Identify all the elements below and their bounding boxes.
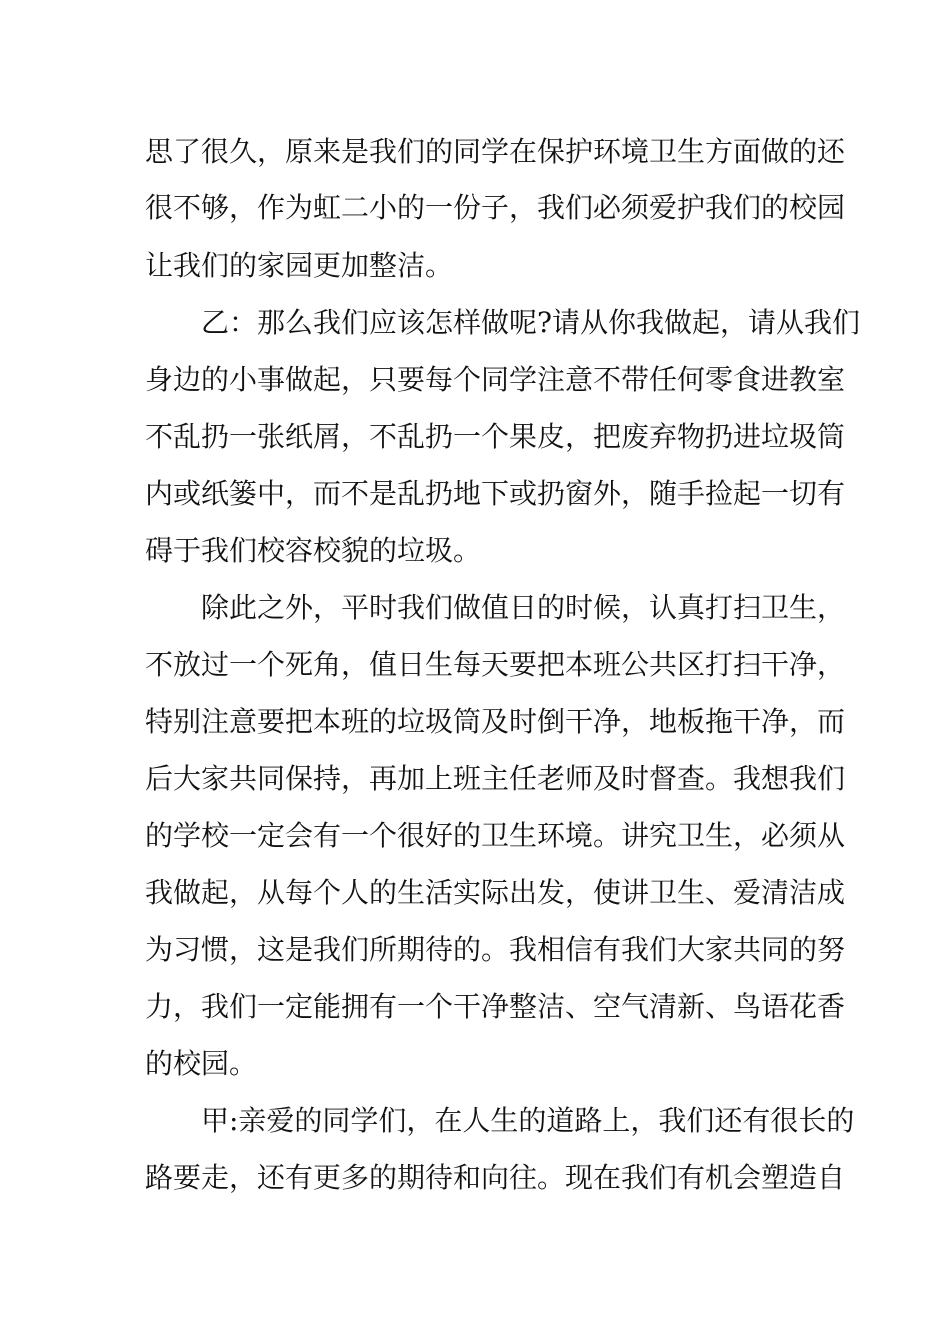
paragraph-first-line: 乙：那么我们应该怎样做呢?请从你我做起，请从我们 — [201, 306, 861, 339]
text-line: 力，我们一定能拥有一个干净整洁、空气清新、鸟语花香 — [145, 990, 846, 1023]
text-line: 为习惯，这是我们所期待的。我相信有我们大家共同的努 — [145, 933, 846, 966]
text-line: 后大家共同保持，再加上班主任老师及时督查。我想我们 — [145, 762, 846, 795]
paragraph-first-line: 甲:亲爱的同学们，在人生的道路上，我们还有很长的 — [201, 1104, 855, 1137]
text-line: 的校园。 — [145, 1047, 258, 1080]
text-line: 不放过一个死角，值日生每天要把本班公共区打扫干净， — [145, 648, 846, 681]
text-line: 我做起，从每个人的生活实际出发，使讲卫生、爱清洁成 — [145, 876, 846, 909]
text-line: 很不够，作为虹二小的一份子，我们必须爱护我们的校园 — [145, 191, 846, 224]
text-line: 路要走，还有更多的期待和向往。现在我们有机会塑造自 — [145, 1161, 846, 1194]
paragraph-first-line: 除此之外，平时我们做值日的时候，认真打扫卫生， — [201, 591, 846, 624]
text-line: 内或纸篓中，而不是乱扔地下或扔窗外，随手捡起一切有 — [145, 477, 846, 510]
text-line: 让我们的家园更加整洁。 — [145, 249, 454, 282]
text-line: 的学校一定会有一个很好的卫生环境。讲究卫生，必须从 — [145, 819, 846, 852]
text-line: 身边的小事做起，只要每个同学注意不带任何零食进教室 — [145, 363, 846, 396]
text-line: 不乱扔一张纸屑，不乱扔一个果皮，把废弃物扔进垃圾筒 — [145, 420, 846, 453]
text-line: 特别注意要把本班的垃圾筒及时倒干净，地板拖干净，而 — [145, 705, 846, 738]
text-line: 思了很久，原来是我们的同学在保护环境卫生方面做的还 — [145, 135, 846, 168]
text-line: 碍于我们校容校貌的垃圾。 — [145, 534, 482, 567]
